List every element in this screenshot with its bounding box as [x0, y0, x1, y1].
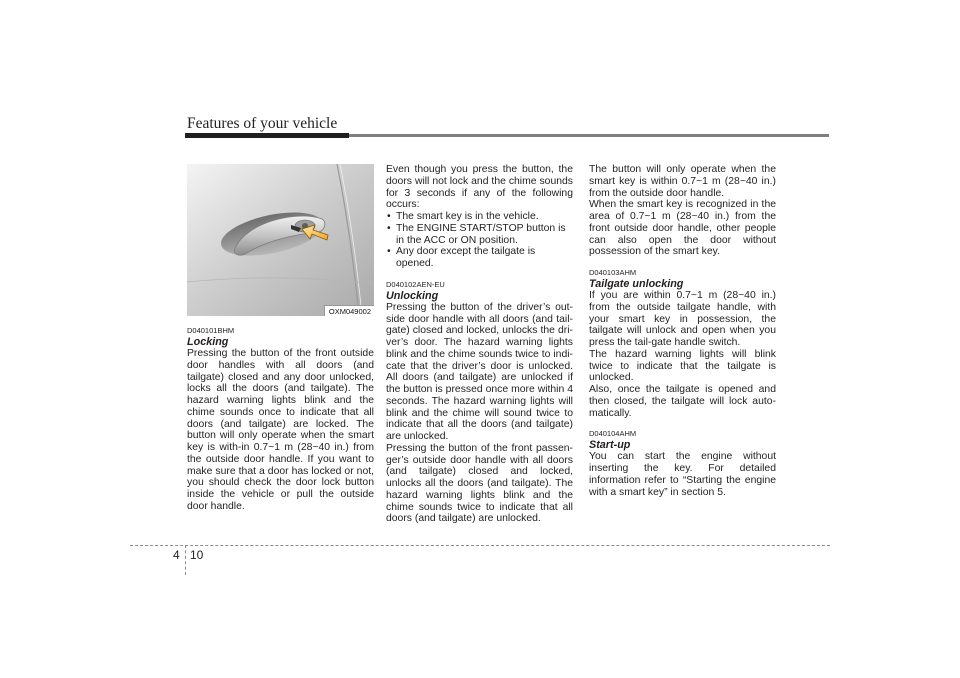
- column-3: [589, 164, 776, 498]
- paragraph-tailgate-autolock: Also, once the tailgate is opened and then closed, the tailgate will lock auto-matically.: [589, 384, 776, 419]
- paragraph-start-up: You can start the engine without inserting the key. For detailed information refer to “Starting the engine with a smart key” in section 5.: [589, 451, 776, 498]
- heading-start-up: Start-up: [589, 439, 631, 452]
- conditions-list: [386, 211, 573, 270]
- section-code: D040104AHM: [589, 429, 637, 439]
- section-code: D040102AEN-EU: [386, 279, 445, 289]
- paragraph-tailgate-unlock: If you are within 0.7~1 m (28~40 in.) from the outside tailgate handle, with your smart key in possession, the tailgate will unlock and open when you press the tail-gate handle switch.: [589, 290, 776, 348]
- door-handle-figure: [187, 164, 374, 316]
- footer-vertical-rule: [185, 545, 186, 575]
- paragraph-recognition: When the smart key is recognized in the area of 0.7~1 m (28~40 in.) from the front outside door handle, other people can also open the door without possession of the smart key.: [589, 199, 776, 258]
- list-item: • The ENGINE START/STOP button is in the ACC or ON position.: [386, 223, 573, 247]
- list-item: • The smart key is in the vehicle.: [386, 211, 573, 223]
- chapter-number: 4: [173, 548, 180, 562]
- header-rule-gray: [349, 134, 829, 137]
- header-rule-dark: [185, 133, 349, 138]
- footer-rule: [130, 545, 830, 546]
- page-header-title: Features of your vehicle: [187, 115, 338, 132]
- paragraph-unlocking-passenger: Pressing the button of the front passen-ger’s outside door handle with all doors (and tailgate) closed and locked, unlocks all the doors (and tailgate). The hazard warning lights blink and the chime sounds twice to indicate that all doors (and tailgate) are unlocked.: [386, 442, 573, 525]
- door-handle-illustration: [187, 164, 374, 316]
- paragraph-locking: Pressing the button of the front outside door handles with all doors (and tailgate) closed and any door unlocked, locks all the doors (and tailgate). The hazard warning lights blink and the chime sounds once to indicate that all doors (and tailgate) are locked. The button will only operate when the smart key is with-in 0.7~1 m (28~40 in.) from the outside door handle. If you want to make sure that a door has locked or not, you should check the door lock button inside the vehicle or pull the outside door handle.: [187, 348, 374, 512]
- paragraph-operating-range: The button will only operate when the smart key is within 0.7~1 m (28~40 in.) from the outside door handle.: [589, 164, 776, 199]
- page-number: 10: [190, 548, 204, 562]
- column-2: [386, 164, 573, 525]
- heading-unlocking: Unlocking: [386, 289, 439, 302]
- paragraph-tailgate-hazard: The hazard warning lights will blink twice to indicate that the tailgate is unlocked.: [589, 348, 776, 384]
- figure-code: OXM049002: [324, 305, 374, 316]
- list-item: • Any door except the tailgate is opened.: [386, 246, 573, 270]
- column-1: [187, 164, 374, 513]
- paragraph-intro: Even though you press the button, the doors will not lock and the chime sounds for 3 seconds if any of the following occurs:: [386, 164, 573, 211]
- section-code: D040101BHM: [187, 326, 235, 335]
- heading-tailgate-unlocking: Tailgate unlocking: [589, 278, 684, 290]
- section-code: D040103AHM: [589, 268, 637, 277]
- heading-locking: Locking: [187, 336, 229, 348]
- paragraph-unlocking-driver: Pressing the button of the driver’s out-side door handle with all doors (and tail-gate) closed and locked, unlocks the dri-ver’s door. The hazard warning lights blink and the chime sounds twice to indi-cate that the driver’s door is unlocked. All doors (and tailgate) are unlocked if the button is pressed once more within 4 seconds. The hazard warning lights will blink and the chime will sound twice to indicate that all the doors (and tailgate) are unlocked.: [386, 301, 573, 442]
